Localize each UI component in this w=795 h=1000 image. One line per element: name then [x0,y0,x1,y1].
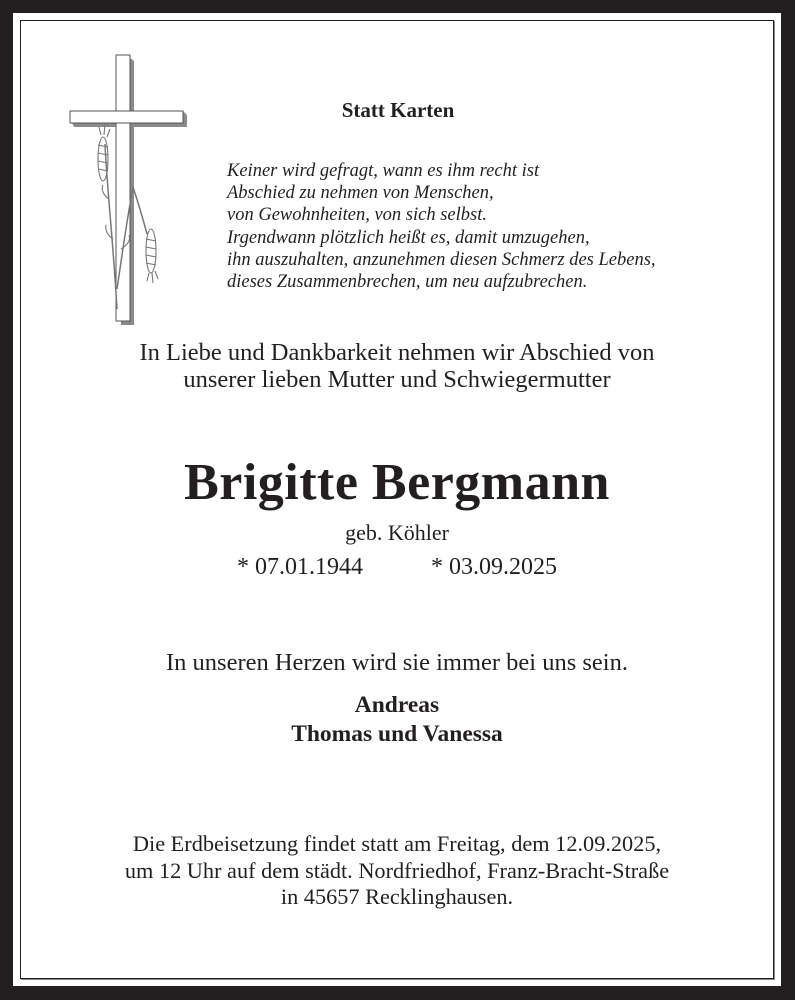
burial-line: Die Erdbeisetzung findet statt am Freitag, dem 12.09.2025, [132,831,662,856]
intro-line: In Liebe und Dankbarkeit nehmen wir Abschied von [139,339,655,366]
death-date: * 03.09.2025 [431,554,557,580]
intro-line: unserer lieben Mutter und Schwiegermutter [183,366,611,393]
cross-with-wheat-icon [61,49,191,329]
poem-line: Keiner wird gefragt, wann es ihm recht ist [227,161,540,181]
poem [227,160,656,293]
poem-line: ihn auszuhalten, anzunehmen diesen Schmerz des Lebens, [227,249,656,270]
obituary-card [13,13,781,986]
maiden-name: geb. Köhler [345,520,449,545]
mourner-name: Andreas [354,692,440,718]
mourner-name: Thomas und Vanessa [291,721,503,747]
intro-text [13,339,781,393]
burial-line: um 12 Uhr auf dem städt. Nordfriedhof, Franz-Bracht-Straße [124,857,670,883]
burial-info [13,831,781,911]
life-dates [13,553,781,581]
burial-line: in 45657 Recklinghausen. [280,884,514,909]
poem-line: dieses Zusammenbrechen, um neu aufzubrechen. [227,272,588,293]
poem-line: Irgendwann plötzlich heißt es, damit umzugehen, [227,227,590,248]
deceased-name: Brigitte Bergmann [184,454,610,511]
closing-sentence: In unseren Herzen wird sie immer bei uns sein. [166,649,628,676]
poem-line: Abschied zu nehmen von Menschen, [227,183,494,204]
poem-line: von Gewohnheiten, von sich selbst. [227,205,487,226]
statt-karten-heading: Statt Karten [341,98,455,122]
birth-date: * 07.01.1944 [237,554,363,580]
mourners [13,691,781,749]
